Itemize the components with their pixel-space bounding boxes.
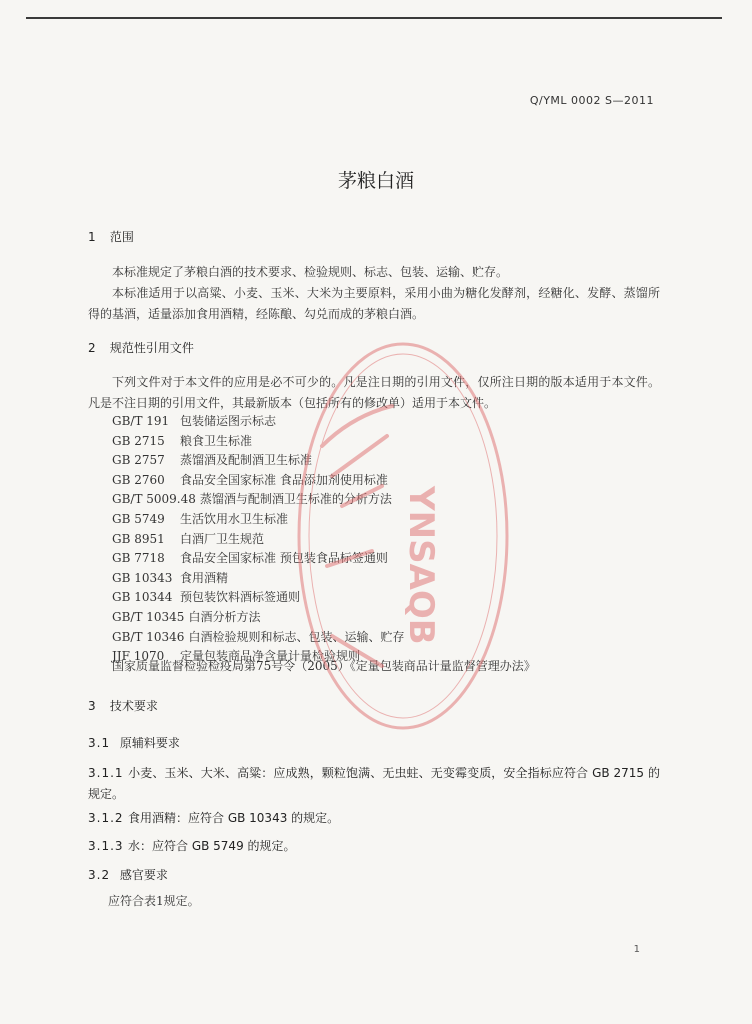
list-item: GB/T 5009.48 蒸馏酒与配制酒卫生标准的分析方法 <box>112 492 392 507</box>
section-1-para-1: 本标准规定了茅粮白酒的技术要求、检验规则、标志、包装、运输、贮存。 <box>112 265 509 279</box>
list-item: GB 5749 生活饮用水卫生标准 <box>112 511 289 526</box>
list-item: GB 7718 食品安全国家标准 预包装食品标签通则 <box>112 551 388 566</box>
section-number: 3 <box>88 699 96 713</box>
list-item: GB 2760 食品安全国家标准 食品添加剂使用标准 <box>112 472 388 487</box>
section-3-heading <box>88 697 158 714</box>
clause-3-1-1: 3.1.1 小麦、玉米、大米、高粱：应成熟，颗粒饱满、无虫蛀、无变霉变质，安全指标应符合 GB 2715 的规定。 <box>88 766 660 801</box>
list-item: GB 2715 粮食卫生标准 <box>112 433 253 448</box>
list-item: GB 10344 预包装饮料酒标签通则 <box>112 590 301 605</box>
clause-3-1-2: 3.1.2 食用酒精：应符合 GB 10343 的规定。 <box>88 811 340 825</box>
list-item: GB/T 191 包装储运图示标志 <box>112 414 277 428</box>
list-item: GB/T 10346 白酒检验规则和标志、包装、运输、贮存 <box>112 629 405 644</box>
section-number: 2 <box>88 341 96 355</box>
section-title: 技术要求 <box>109 699 158 713</box>
section-title: 范围 <box>109 230 134 244</box>
document-code: Q/YML 0002 S—2011 <box>529 94 654 107</box>
subsection-3-2-heading: 3.2 感官要求 <box>88 868 168 882</box>
svg-text:YNSAQB: YNSAQB <box>401 486 441 645</box>
clause-3-1-3: 3.1.3 水：应符合 GB 5749 的规定。 <box>88 839 296 853</box>
section-number: 1 <box>88 230 96 244</box>
header-rule <box>26 17 722 19</box>
registration-stamp <box>292 336 514 736</box>
list-item: GB/T 10345 白酒分析方法 <box>112 609 261 624</box>
section-title: 规范性引用文件 <box>109 341 194 355</box>
list-item: JJF 1070 定量包装商品净含量计量检验规则 <box>112 649 361 664</box>
list-item: GB 2757 蒸馏酒及配制酒卫生标准 <box>112 453 313 468</box>
reference-regulation: 国家质量监督检验检疫局第75号令（2005）《定量包装商品计量监督管理办法》 <box>112 659 536 673</box>
section-2-heading <box>88 339 194 356</box>
subsection-3-1-heading: 3.1 原辅料要求 <box>88 736 180 750</box>
page-number: 1 <box>633 944 640 955</box>
document-title: 茅粮白酒 <box>337 170 414 192</box>
clause-3-2-text: 应符合表1规定。 <box>108 894 200 908</box>
section-1-heading <box>88 228 134 245</box>
list-item: GB 10343 食用酒精 <box>112 570 229 585</box>
list-item: GB 8951 白酒厂卫生规范 <box>112 531 265 546</box>
section-1-para-2: 本标准适用于以高粱、小麦、玉米、大米为主要原料，采用小曲为糖化发酵剂，经糖化、发酵、蒸馏所得的基酒，适量添加食用酒精，经陈酿、勾兑而成的茅粮白酒。 <box>88 286 660 321</box>
section-2-intro: 下列文件对于本文件的应用是必不可少的。凡是注日期的引用文件，仅所注日期的版本适用于本文件。凡是不注日期的引用文件，其最新版本（包括所有的修改单）适用于本文件。 <box>88 375 660 410</box>
